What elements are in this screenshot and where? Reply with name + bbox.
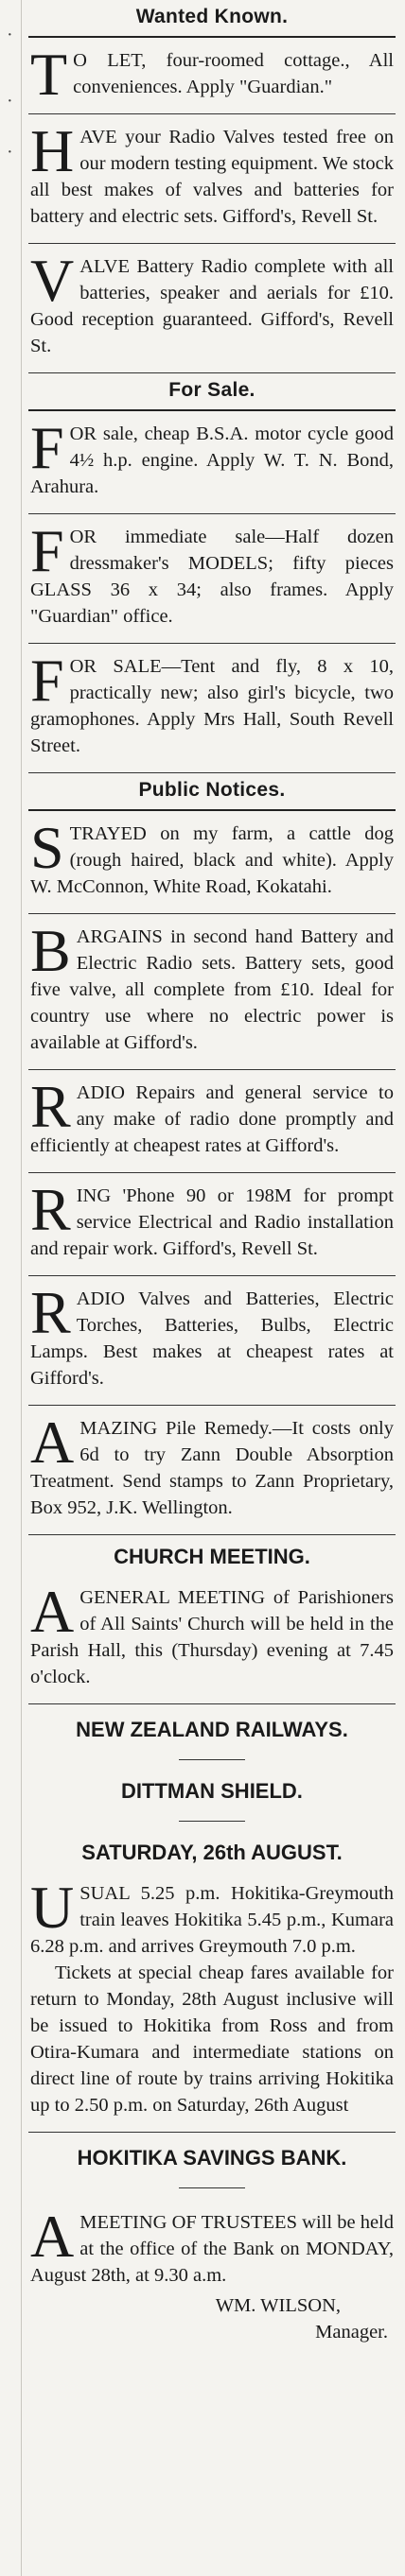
drop-cap: A: [30, 1578, 75, 1645]
drop-cap: R: [30, 1073, 71, 1140]
classified-ad: [28, 1406, 396, 1534]
short-rule: [179, 1759, 245, 1760]
section-public-notices: Public Notices.: [138, 779, 286, 801]
ad-text: SUAL 5.25 p.m. Hokitika-Greymouth train leaves Hokitika 5.45 p.m., Kumara 6.28 p.m. and arrives Greymouth 7.0 p.m.: [30, 1883, 394, 1957]
drop-cap: R: [30, 1176, 71, 1243]
ad-text: ADIO Repairs and general service to any make of radio done promptly and efficiently at cheapest rates at Gifford's.: [30, 1082, 394, 1156]
classified-ad: [28, 1276, 396, 1405]
classified-ad: [28, 411, 396, 513]
ad-text: GENERAL MEETING of Parishioners of All Saints' Church will be held in the Parish Hall, this (Thursday) evening at 7.45 o'clock.: [30, 1587, 394, 1687]
page-edge: [0, 0, 22, 2576]
ad-text: O LET, four-roomed cottage., All conveniences. Apply "Guardian.": [73, 50, 394, 97]
ad-text: MAZING Pile Remedy.—It costs only 6d to try Zann Double Absorption Treatment. Send stamps to Zann Proprietary, Box 952, J.K. Wellington.: [30, 1418, 394, 1518]
ad-text: OR immediate sale—Half dozen dressmaker's MODELS; fifty pieces GLASS 36 x 34; also frames. Apply "Guardian" office.: [30, 527, 394, 627]
ad-text-continued: Tickets at special cheap fares available for return to Monday, 28th August inclusive will be issued to Hokitika from Ross and from Otira-Kumara and intermediate stations on direct line of route by trains arriving Hokitika up to 2.50 p.m. on Saturday, 26th August: [30, 1962, 394, 2116]
savings-bank-ad: [28, 2200, 396, 2292]
church-meeting-title: CHURCH MEETING.: [114, 1545, 310, 1568]
drop-cap: H: [30, 117, 75, 184]
ad-text: OR sale, cheap B.S.A. motor cycle good 4½ h.p. engine. Apply W. T. N. Bond, Arahura.: [30, 424, 394, 497]
edge-mark: ·: [7, 142, 13, 163]
classified-ad: [28, 1173, 396, 1275]
wanted-ads: [28, 38, 396, 373]
drop-cap: S: [30, 814, 64, 881]
ad-text: AVE your Radio Valves tested free on our modern testing equipment. We stock all best makes of valves and batteries for battery and electric sets. Gifford's, Revell St.: [30, 127, 394, 227]
railways-ad: [28, 1871, 396, 2132]
drop-cap: A: [30, 2203, 75, 2270]
drop-cap: U: [30, 1874, 75, 1941]
drop-cap: F: [30, 647, 64, 714]
ad-text: ARGAINS in second hand Battery and Electric Radio sets. Battery sets, good five valve, all complete from £10. Ideal for country use where no electric power is available at Gifford's.: [30, 926, 394, 1053]
ad-text: ADIO Valves and Batteries, Electric Torches, Batteries, Bulbs, Electric Lamps. Best makes at cheapest rates at Gifford's.: [30, 1288, 394, 1389]
classified-ad: [28, 644, 396, 772]
drop-cap: B: [30, 917, 71, 984]
classified-ad: [28, 914, 396, 1069]
ad-text: ALVE Battery Radio complete with all batteries, speaker and aerials for £10. Good reception guaranteed. Gifford's, Revell St.: [30, 256, 394, 356]
signature-name: WM. WILSON,: [215, 2295, 341, 2316]
ad-text: MEETING OF TRUSTEES will be held at the office of the Bank on MONDAY, August 28th, at 9.30 a.m.: [30, 2212, 394, 2286]
ad-text: ING 'Phone 90 or 198M for prompt service Electrical and Radio installation and repair work. Gifford's, Revell St.: [30, 1185, 394, 1259]
church-meeting-ad: [28, 1575, 396, 1703]
classified-ad: [28, 811, 396, 913]
section-for-sale: For Sale.: [168, 379, 255, 401]
savings-bank-title: HOKITIKA SAVINGS BANK.: [77, 2146, 347, 2170]
short-rule: [179, 1821, 245, 1822]
drop-cap: F: [30, 414, 64, 481]
railways-subtitle: DITTMAN SHIELD.: [121, 1779, 303, 1803]
ad-text: OR SALE—Tent and fly, 8 x 10, practically new; also girl's bicycle, two gramophones. Apply Mrs Hall, South Revell Street.: [30, 656, 394, 756]
classified-ad: [28, 514, 396, 643]
signature-role: Manager.: [315, 2322, 388, 2343]
sale-ads: [28, 411, 396, 773]
classified-ad: [28, 38, 396, 113]
drop-cap: A: [30, 1409, 75, 1476]
drop-cap: F: [30, 517, 64, 584]
signature: [28, 2292, 396, 2345]
notice-ads: [28, 811, 396, 1535]
section-wanted-known: Wanted Known.: [135, 6, 289, 27]
drop-cap: V: [30, 247, 75, 314]
edge-mark: ·: [7, 25, 13, 45]
drop-cap: T: [30, 41, 68, 108]
short-rule: [179, 2187, 245, 2188]
drop-cap: R: [30, 1279, 71, 1346]
classified-ad: [28, 114, 396, 243]
railways-date: SATURDAY, 26th AUGUST.: [81, 1841, 343, 1864]
ad-text: TRAYED on my farm, a cattle dog (rough haired, black and white). Apply W. McConnon, White Road, Kokatahi.: [30, 823, 394, 897]
edge-mark: ·: [7, 91, 13, 112]
classified-ad: [28, 244, 396, 372]
classified-ad: [28, 1070, 396, 1172]
railways-title: NEW ZEALAND RAILWAYS.: [76, 1718, 348, 1741]
